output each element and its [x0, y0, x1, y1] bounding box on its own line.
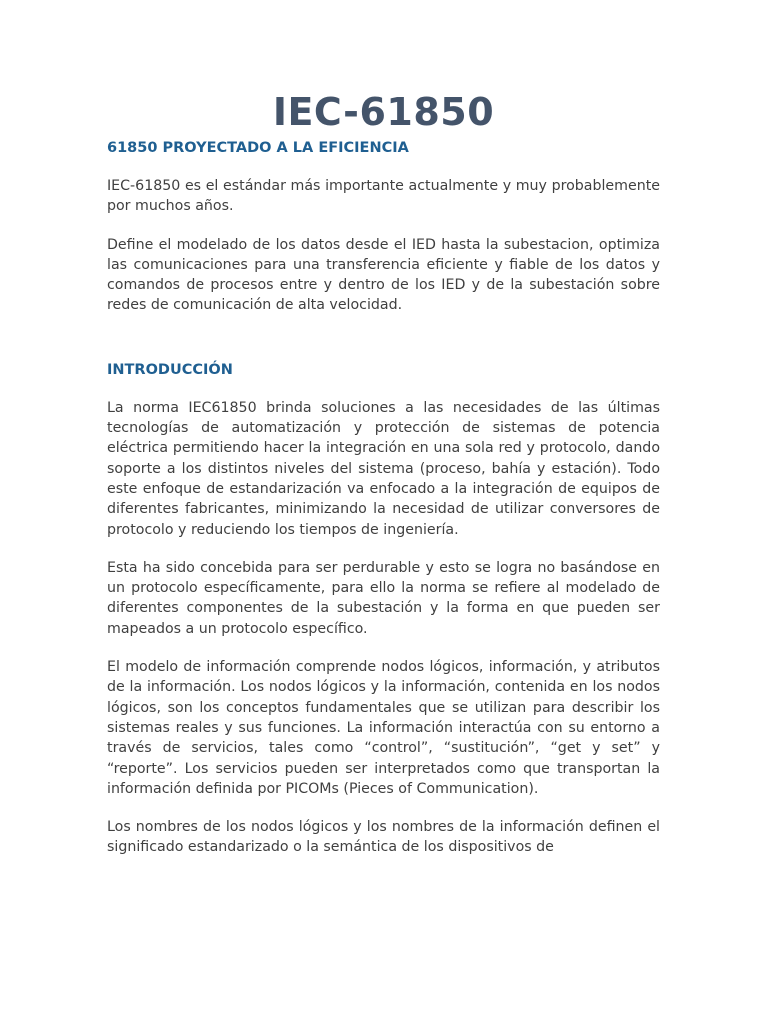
paragraph-section-2: Esta ha sido concebida para ser perdurable y esto se logra no basándose en un protocolo específicamente, para ello la norma se refiere al modelado de diferentes componentes de la subestación y la forma en que pueden ser mapeados a un protocolo específico. — [107, 559, 660, 637]
document-content — [107, 88, 660, 876]
paragraph-section-4: Los nombres de los nodos lógicos y los nombres de la información definen el significado estandarizado o la semántica de los dispositivos de — [107, 819, 660, 856]
section-heading-introduccion: INTRODUCCIÓN — [107, 361, 233, 378]
paragraph-intro-1: IEC-61850 es el estándar más importante actualmente y muy probablemente por muchos años. — [107, 178, 660, 215]
paragraph-intro-2: Define el modelado de los datos desde el IED hasta la subestacion, optimiza las comunicaciones para una transferencia eficiente y fiable de los datos y comandos de procesos entre y dentro de los IED y de la subestación sobre redes de comunicación de alta velocidad. — [107, 236, 660, 314]
document-subtitle: 61850 PROYECTADO A LA EFICIENCIA — [107, 140, 409, 156]
paragraph-section-1: La norma IEC61850 brinda soluciones a las necesidades de las últimas tecnologías de automatización y protección de sistemas de potencia eléctrica permitiendo hacer la integración en una sola red y protocolo, dando soporte a los distintos niveles del sistema (proceso, bahía y estación). Todo este enfoque de estandarización va enfocado a la integración de equipos de diferentes fabricantes, minimizando la necesidad de utilizar conversores de protocolo y reduciendo los tiempos de ingeniería. — [107, 399, 660, 538]
paragraph-section-3: El modelo de información comprende nodos lógicos, información, y atributos de la información. Los nodos lógicos y la información, contenida en los nodos lógicos, son los conceptos fundamentales que se utilizan para describir los sistemas reales y sus funciones. La información interactúa con su entorno a través de servicios, tales como “control”, “sustitución”, “get y set” y “reporte”. Los servicios pueden ser interpretados como que transportan la información definida por PICOMs (Pieces of Communication). — [107, 659, 660, 797]
document-title: IEC-61850 — [272, 90, 495, 134]
